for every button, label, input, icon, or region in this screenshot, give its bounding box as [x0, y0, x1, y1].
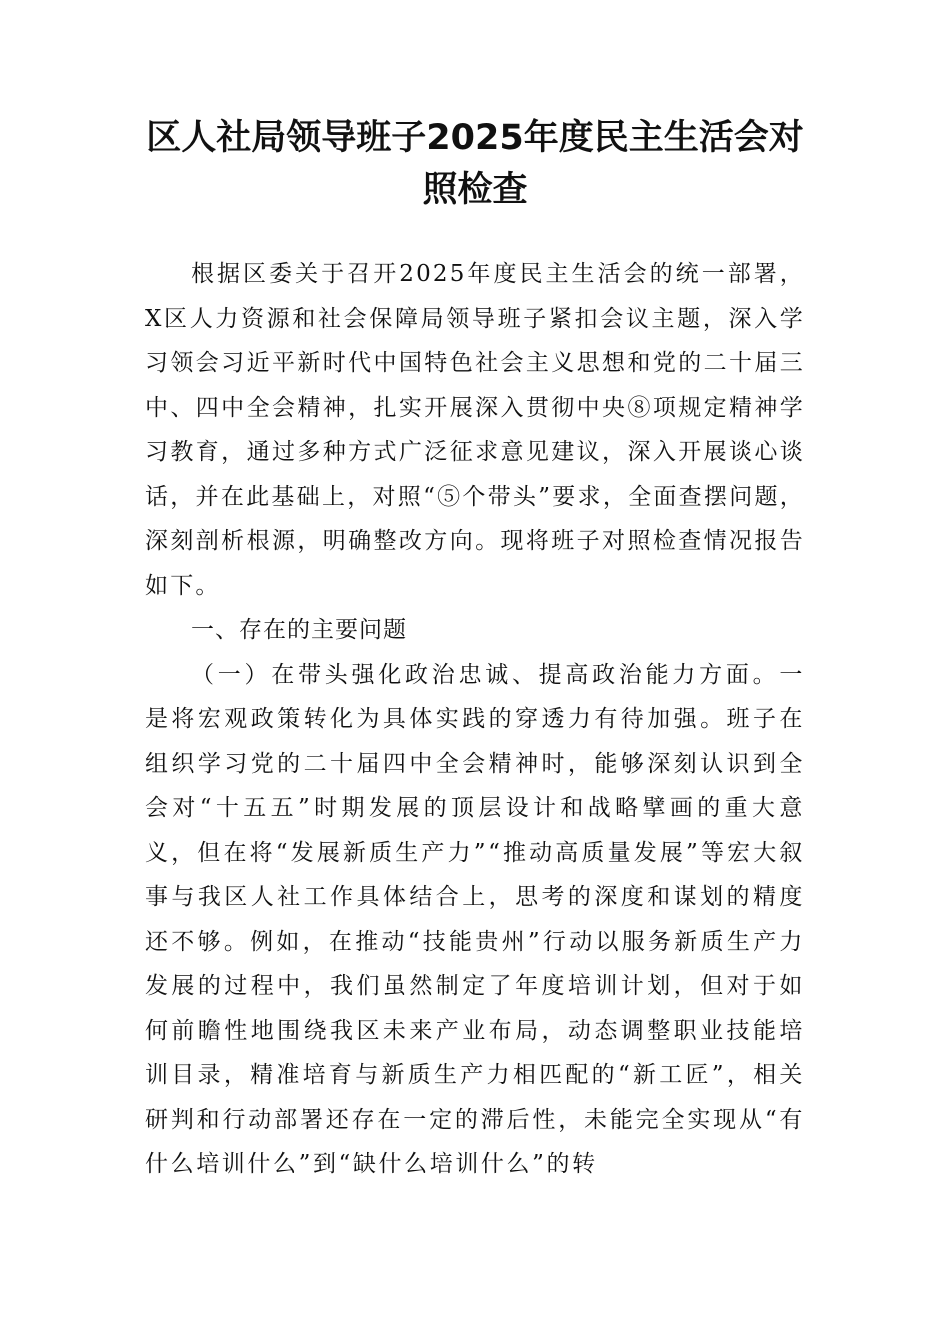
- title-line-2: 照检查: [422, 170, 528, 210]
- section-heading-1: 一、存在的主要问题: [191, 617, 407, 643]
- section-1-paragraph-1: （一）在带头强化政治忠诚、提高政治能力方面。一是将宏观政策转化为具体实践的穿透力有待加强。班子在组织学习党的二十届四中全会精神时，能够深刻认识到全会对“十五五”时期发展的顶层设计和战略擘画的重大意义，但在将“发展新质生产力”“推动高质量发展”等宏大叙事与我区人社工作具体结合上，思考的深度和谋划的精度还不够。例如，在推动“技能贵州”行动以服务新质生产力发展的过程中，我们虽然制定了年度培训计划，但对于如何前瞻性地围绕我区未来产业布局，动态调整职业技能培训目录，精准培育与新质生产力相匹配的“新工匠”，相关研判和行动部署还存在一定的滞后性，未能完全实现从“有什么培训什么”到“缺什么培训什么”的转: [145, 661, 805, 1177]
- title-line-1: 区人社局领导班子2025年度民主生活会对: [146, 118, 804, 158]
- document-title: [145, 112, 805, 216]
- document-body: [145, 252, 805, 1187]
- intro-paragraph: 根据区委关于召开2025年度民主生活会的统一部署，X区人力资源和社会保障局领导班子紧扣会议主题，深入学习领会习近平新时代中国特色社会主义思想和党的二十届三中、四中全会精神，扎实开展深入贯彻中央⑧项规定精神学习教育，通过多种方式广泛征求意见建议，深入开展谈心谈话，并在此基础上，对照“⑤个带头”要求，全面查摆问题，深刻剖析根源，明确整改方向。现将班子对照检查情况报告如下。: [145, 261, 805, 599]
